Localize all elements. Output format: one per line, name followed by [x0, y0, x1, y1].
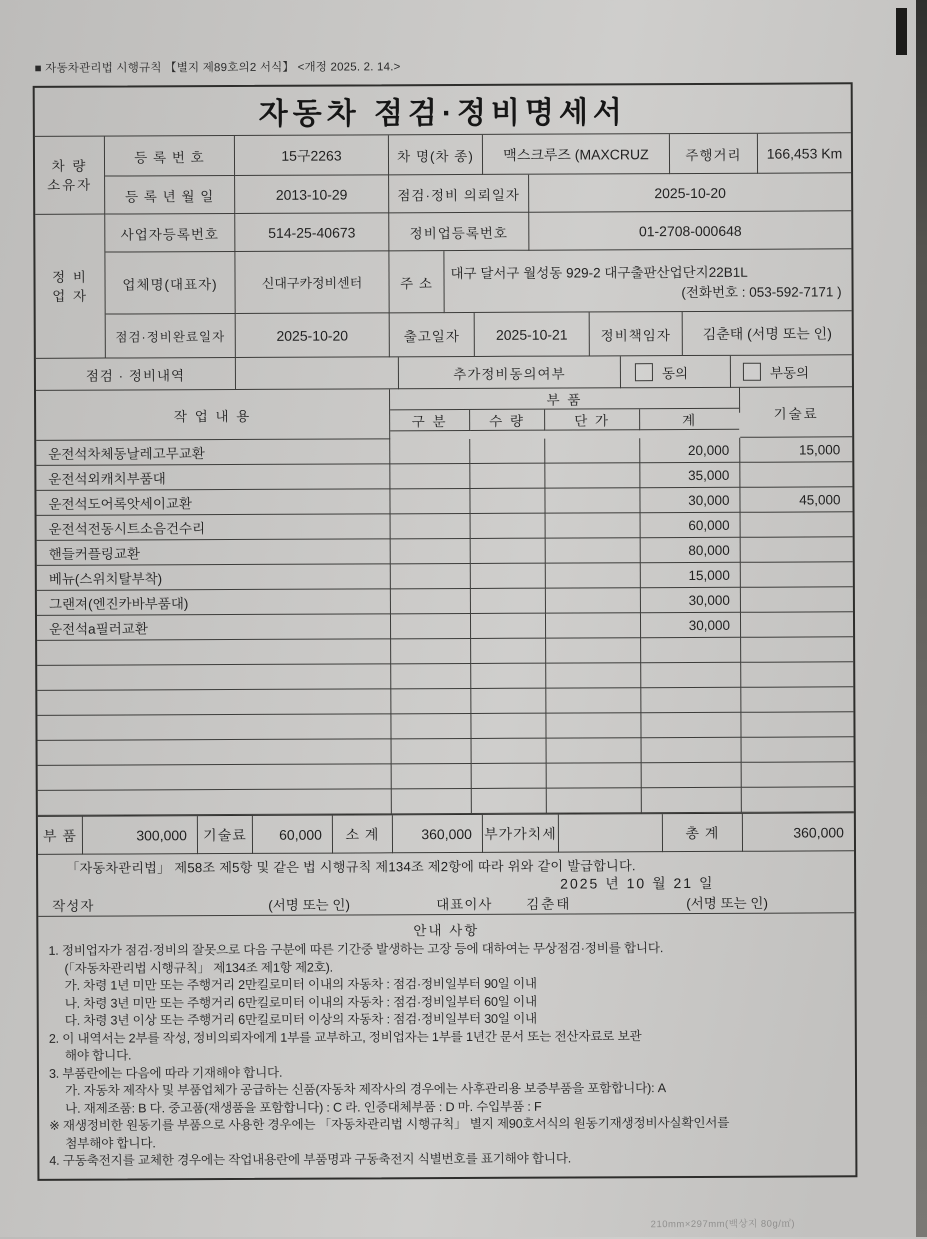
- work-desc-header: 작 업 내 용: [36, 389, 390, 441]
- cell-fee: [741, 687, 853, 712]
- cell-total: 80,000: [641, 538, 741, 563]
- cell-total: 30,000: [640, 488, 740, 513]
- vehicle-owner-section: [35, 133, 851, 215]
- repair-shop-group-label: [35, 215, 106, 359]
- cell-unit: [545, 488, 640, 513]
- cell-unit: [546, 563, 641, 588]
- cell-unit: [546, 613, 641, 638]
- biz-no-label: 사업자등록번호: [105, 214, 235, 253]
- legal-statement: 「자동차관리법」 제58조 제5항 및 같은 법 시행규칙 제134조 제2항에 따라 위와 같이 발급합니다.: [66, 858, 636, 876]
- cell-fee: [741, 512, 853, 537]
- cell-gubun: [391, 689, 471, 714]
- table-row: [37, 587, 853, 616]
- labor-fee-header: 기술료: [740, 387, 852, 437]
- consent-row: [36, 355, 852, 391]
- cell-fee: [741, 662, 853, 687]
- reg-no-label: 등 록 번 호: [105, 136, 235, 177]
- completion-row: [106, 311, 852, 358]
- cell-total: [641, 688, 741, 713]
- cell-fee: [742, 737, 854, 762]
- issue-block: [38, 851, 854, 917]
- registration-number-row: [105, 133, 851, 176]
- table-row: [36, 487, 852, 516]
- cell-qty: [471, 564, 546, 589]
- parts-header: 부 품: [390, 388, 739, 411]
- cell-desc: 운전석a필러교환: [37, 614, 391, 641]
- cell-gubun: [390, 489, 470, 514]
- note-line: 4. 구동축전지를 교체한 경우에는 작업내용란에 부품명과 구동축전지 식별번호를 표기해야 합니다.: [49, 1151, 572, 1168]
- shop-reg-value: 01-2708-000648: [529, 211, 851, 250]
- cell-unit: [547, 763, 642, 788]
- maintenance-statement-form: [33, 82, 858, 1180]
- cell-fee: [742, 762, 854, 787]
- note-line: 첨부해야 합니다.: [65, 1135, 156, 1151]
- gubun-header: 구 분: [390, 410, 470, 431]
- biz-no-value: 514-25-40673: [235, 213, 389, 252]
- shop-name-address-row: [105, 249, 851, 314]
- shop-name-label: 업체명(대표자): [105, 252, 235, 315]
- cell-desc: 핸들커플링교환: [37, 539, 391, 566]
- car-name-value: 맥스크루즈 (MAXCRUZ: [483, 134, 670, 175]
- group-label-line: 정 비: [52, 269, 88, 285]
- cell-unit: [546, 663, 641, 688]
- cell-gubun: [390, 464, 470, 489]
- shop-reg-label: 정비업등록번호: [389, 213, 529, 252]
- table-row: [37, 612, 853, 641]
- table-row: [37, 712, 853, 741]
- table-row: [36, 462, 852, 491]
- note-line: 다. 차령 3년 이상 또는 주행거리 6만킬로미터 이상의 자동차 : 점검·정비일부터 30일 이내: [64, 1011, 538, 1028]
- note-line: 가. 자동차 제작사 및 부품업체가 공급하는 신품(자동차 제작사의 경우에는 사후관리용 보증부품을 포함합니다): A: [65, 1081, 666, 1098]
- table-row: [38, 737, 854, 766]
- cell-unit: [546, 638, 641, 663]
- cell-gubun: [391, 589, 471, 614]
- cell-desc: 운전석차체동날레고무교환: [36, 439, 390, 466]
- agree-label: 동의: [661, 365, 689, 381]
- complete-date-value: 2025-10-20: [236, 313, 390, 358]
- cell-unit: [547, 738, 642, 763]
- cell-qty: [470, 439, 545, 464]
- cell-unit: [546, 513, 641, 538]
- totals-labor-label: 기술료: [198, 816, 253, 854]
- table-row: [37, 537, 853, 566]
- cell-qty: [471, 714, 546, 739]
- cell-fee: 15,000: [740, 437, 852, 462]
- totals-labor-value: 60,000: [253, 816, 333, 854]
- cell-unit: [546, 713, 641, 738]
- page-title: 자동차 점검·정비명세서: [258, 96, 627, 131]
- cell-gubun: [391, 714, 471, 739]
- writer-label: 작성자: [52, 898, 95, 914]
- cell-desc: [37, 689, 391, 716]
- car-name-label: 차 명(차 종): [389, 135, 483, 175]
- complete-date-label: 점검·정비완료일자: [106, 314, 236, 359]
- vehicle-owner-group-label: [35, 137, 105, 215]
- paper-size-note: 210mm×297mm(백상지 80g/㎡): [650, 1218, 796, 1231]
- scan-artifact-edge: [916, 0, 927, 1237]
- address-cell: [444, 249, 851, 313]
- manager-label: 정비책임자: [590, 312, 683, 356]
- cell-unit: [547, 788, 642, 813]
- guidance-section: [38, 913, 855, 1178]
- table-row: [38, 762, 854, 791]
- note-line: 해야 합니다.: [64, 1048, 132, 1063]
- cell-total: [641, 638, 741, 663]
- totals-row: [38, 812, 854, 855]
- cell-fee: [741, 562, 853, 587]
- mileage-value: 166,453 Km: [758, 133, 851, 173]
- mileage-label: 주행거리: [670, 134, 758, 174]
- totals-grand-label: 총 계: [663, 814, 743, 852]
- business-number-row: [105, 211, 851, 252]
- notes-list: [48, 939, 845, 1170]
- form-regulation-note: ■ 자동차관리법 시행규칙 【별지 제89호의2 서식】 <개정 2025. 2. 14.>: [34, 61, 401, 75]
- totals-subtotal-value: 360,000: [393, 815, 483, 853]
- additional-consent-label: 추가정비동의여부: [399, 356, 621, 389]
- form-title-row: [35, 84, 851, 137]
- cell-qty: [470, 464, 545, 489]
- cell-total: 35,000: [640, 463, 740, 488]
- address-value: 대구 달서구 월성동 929-2 대구출판산업단지22B1L: [450, 264, 748, 281]
- agree-checkbox: [635, 363, 653, 381]
- manager-value: 김춘태 (서명 또는 인): [683, 311, 852, 356]
- work-table-header: [36, 387, 852, 441]
- qty-header: 수 량: [470, 410, 545, 431]
- sum-header: 계: [640, 409, 739, 430]
- note-line: (「자동차관리법 시행규칙」 제134조 제1항 제2호).: [64, 960, 334, 976]
- group-label-line: 업 자: [52, 288, 89, 304]
- cell-gubun: [391, 639, 471, 664]
- cell-total: 20,000: [640, 438, 740, 463]
- cell-unit: [546, 688, 641, 713]
- cell-gubun: [391, 514, 471, 539]
- cell-qty: [471, 689, 546, 714]
- registration-date-row: [105, 173, 851, 214]
- table-row: [37, 512, 853, 541]
- cell-total: 30,000: [641, 613, 741, 638]
- cell-qty: [472, 789, 547, 814]
- cell-fee: [741, 587, 853, 612]
- cell-desc: 운전석외캐치부품대: [36, 464, 390, 491]
- detail-section-label: 점검 · 정비내역: [36, 358, 236, 391]
- cell-fee: [742, 787, 854, 812]
- cell-desc: [37, 639, 391, 666]
- cell-desc: [38, 739, 392, 766]
- issue-date: 2025 년 10 월 21 일: [560, 874, 715, 892]
- note-line: 나. 재제조품: B 다. 중고품(재생품을 포함합니다) : C 라. 인증대체부품 : D 마. 수입부품 : F: [65, 1099, 542, 1116]
- cell-fee: [741, 637, 853, 662]
- reg-date-value: 2013-10-29: [235, 175, 389, 214]
- cell-qty: [470, 489, 545, 514]
- cell-gubun: [391, 664, 471, 689]
- cell-total: [641, 663, 741, 688]
- cell-fee: [741, 612, 853, 637]
- cell-total: 60,000: [641, 513, 741, 538]
- shop-name-value: 신대구카정비센터: [235, 251, 389, 314]
- detail-section-blank: [236, 357, 399, 390]
- cell-unit: [546, 588, 641, 613]
- repair-shop-section: [35, 211, 852, 359]
- totals-parts-label: 부 품: [38, 817, 83, 855]
- release-date-value: 2025-10-21: [475, 312, 590, 357]
- cell-desc: [38, 789, 392, 816]
- work-rows: [36, 437, 854, 816]
- cell-qty: [471, 664, 546, 689]
- cell-desc: 베뉴(스위치탈부착): [37, 564, 391, 591]
- cell-qty: [472, 739, 547, 764]
- totals-parts-value: 300,000: [83, 816, 198, 855]
- table-row: [37, 637, 853, 666]
- cell-desc: [37, 664, 391, 691]
- cell-unit: [545, 438, 640, 463]
- cell-gubun: [391, 614, 471, 639]
- ceo-label: 대표이사: [436, 896, 493, 913]
- table-row: [37, 662, 853, 691]
- cell-qty: [471, 514, 546, 539]
- totals-vat-value: [559, 814, 663, 852]
- note-line: 나. 차령 3년 미만 또는 주행거리 6만킬로미터 이내의 자동차 : 점검·정비일부터 60일 이내: [64, 994, 537, 1011]
- unit-price-header: 단 가: [545, 409, 640, 430]
- cell-fee: 45,000: [740, 487, 852, 512]
- reg-no-value: 15구2263: [235, 135, 389, 176]
- cell-desc: 운전석전동시트소음건수리: [37, 514, 391, 541]
- cell-qty: [472, 764, 547, 789]
- reg-date-label: 등 록 년 월 일: [105, 176, 235, 215]
- scan-artifact-bar: [896, 8, 907, 55]
- release-date-label: 출고일자: [390, 313, 475, 357]
- cell-total: 15,000: [641, 563, 741, 588]
- totals-vat-label: 부가가치세: [483, 815, 559, 853]
- guidance-heading: 안내 사항: [413, 922, 480, 939]
- cell-desc: 운전석도어록앗세이교환: [36, 489, 390, 516]
- cell-unit: [545, 463, 640, 488]
- group-label-line: 차 량: [51, 158, 88, 174]
- table-row: [38, 787, 854, 816]
- ceo-name: 김춘태: [526, 896, 572, 912]
- ceo-signature-note: (서명 또는 인): [686, 895, 768, 912]
- writer-signature-note: (서명 또는 인): [268, 897, 350, 913]
- note-line: 2. 이 내역서는 2부를 작성, 정비의뢰자에게 1부를 교부하고, 정비업자는 1부를 1년간 문서 또는 전산자료로 보관: [48, 1028, 642, 1046]
- cell-gubun: [391, 564, 471, 589]
- cell-gubun: [392, 739, 472, 764]
- cell-unit: [546, 538, 641, 563]
- cell-qty: [471, 614, 546, 639]
- totals-subtotal-label: 소 계: [333, 815, 393, 853]
- cell-qty: [471, 639, 546, 664]
- cell-desc: 그랜져(엔진카바부품대): [37, 589, 391, 616]
- totals-grand-value: 360,000: [743, 813, 854, 851]
- cell-total: [642, 738, 742, 763]
- agree-option: [621, 356, 731, 388]
- address-label: 주 소: [389, 251, 444, 313]
- disagree-option: [731, 355, 852, 388]
- cell-gubun: [390, 439, 470, 464]
- cell-total: [642, 763, 742, 788]
- cell-fee: [740, 462, 852, 487]
- note-line: 3. 부품란에는 다음에 따라 기재해야 합니다.: [48, 1065, 283, 1081]
- cell-gubun: [392, 789, 472, 814]
- cell-total: [641, 713, 741, 738]
- table-row: [37, 562, 853, 591]
- request-date-value: 2025-10-20: [529, 173, 851, 212]
- group-label-line: 소유자: [47, 177, 93, 193]
- cell-fee: [741, 537, 853, 562]
- cell-total: 30,000: [641, 588, 741, 613]
- note-line: ※ 재생정비한 원동기를 부품으로 사용한 경우에는 「자동차관리법 시행규칙」 별지 제90호서식의 원동기재생정비사실확인서를: [49, 1115, 730, 1133]
- cell-gubun: [391, 539, 471, 564]
- table-row: [36, 437, 852, 466]
- disagree-label: 부동의: [769, 364, 810, 381]
- cell-gubun: [392, 764, 472, 789]
- cell-total: [642, 788, 742, 813]
- request-date-label: 점검·정비 의뢰일자: [389, 175, 529, 214]
- phone-value: (전화번호 : 053-592-7171 ): [681, 283, 842, 300]
- cell-fee: [741, 712, 853, 737]
- note-line: 가. 차령 1년 미만 또는 주행거리 2만킬로미터 이내의 자동차 : 점검·정비일부터 90일 이내: [64, 976, 537, 993]
- note-line: 1. 정비업자가 점검·정비의 잘못으로 다음 구분에 따른 기간중 발생하는 고장 등에 대하여는 무상점검·정비를 합니다.: [48, 941, 664, 958]
- table-row: [37, 687, 853, 716]
- cell-desc: [38, 764, 392, 791]
- cell-qty: [471, 589, 546, 614]
- cell-desc: [37, 714, 391, 741]
- cell-qty: [471, 539, 546, 564]
- disagree-checkbox: [743, 362, 761, 380]
